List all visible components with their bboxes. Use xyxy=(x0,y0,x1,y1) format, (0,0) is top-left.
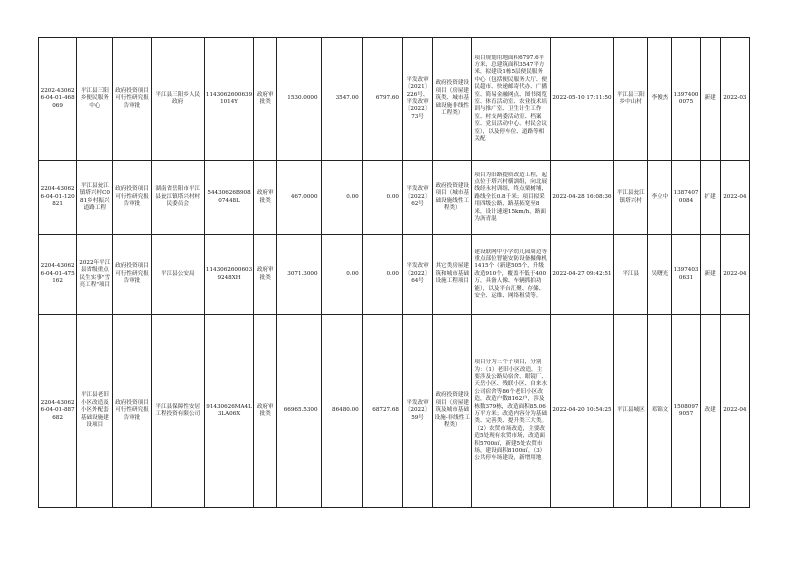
approval-date: 2022-04-28 16:08:36 xyxy=(550,161,613,235)
construction-content-text: 项目分为三个子项目，分别为：（1）老旧小区改造，主要涉及公路局宿舍、眼镜厂、天岳小区、残联小区、自来水公司宿舍等86个老旧小区改造，改造户数8162户，涉及栋数379栋，改造面积85.06万平方米；改造内容分为基础类、完善类、提升类三大类。（2）农贸市场改造，主要改造5处现有农贸市场，改造面积5700㎡，新建5处农贸市场，建设面积8100㎡。（3）公共停车场建设，新增用地 xyxy=(474,359,548,462)
project-location: 平江县瓮江镇塔兴村 xyxy=(614,161,648,235)
batch-month: 2022-04 xyxy=(720,315,749,508)
project-location: 平江县城区 xyxy=(614,315,648,508)
contact-person: 李立中 xyxy=(648,161,672,235)
approval-type: 政府投资项目可行性研究报告审批 xyxy=(113,161,151,235)
contact-phone: 13974000075 xyxy=(672,38,700,161)
build-type: 扩建 xyxy=(700,161,720,235)
credit-code: 11430626006391014Y xyxy=(204,38,253,161)
contact-person: 吴曙光 xyxy=(648,235,672,315)
construction-content xyxy=(472,315,550,508)
project-location: 平江县 xyxy=(614,235,648,315)
project-name: 平江县老旧小区改造及小区外配套基础设施建设项目 xyxy=(77,315,113,508)
industry-type: 政府投资建设项目（城市基础设施线性工程类） xyxy=(433,161,472,235)
batch-month: 2022-04 xyxy=(720,235,749,315)
project-table xyxy=(38,37,750,508)
requested-investment: 0.00 xyxy=(321,235,362,315)
requested-investment: 0.00 xyxy=(321,161,362,235)
approval-category: 政府审批类 xyxy=(254,161,277,235)
contact-phone: 15080979057 xyxy=(672,315,700,508)
table-row xyxy=(39,161,750,235)
project-unit: 平江县保障性安居工程投资有限公司 xyxy=(151,315,204,508)
credit-code: 11430626006039248XH xyxy=(204,235,253,315)
project-location: 平江县三阳乡中山村 xyxy=(614,38,648,161)
approved-investment: 66965.5300 xyxy=(277,315,321,508)
project-name: 平江县三阳乡便民服务中心 xyxy=(77,38,113,161)
table-row xyxy=(39,38,750,161)
approval-category: 政府审批类 xyxy=(254,235,277,315)
build-type: 新建 xyxy=(700,38,720,161)
approval-type: 政府投资项目可行性研究报告审批 xyxy=(113,235,151,315)
approved-investment: 1530.0000 xyxy=(277,38,321,161)
project-unit: 平江县公安局 xyxy=(151,235,204,315)
contact-person: 李俊杰 xyxy=(648,38,672,161)
project-name: 2022年平江县省级重点民生实事"雪亮工程"项目 xyxy=(77,235,113,315)
approval-date: 2022-04-27 09:42:51 xyxy=(550,235,613,315)
construction-content xyxy=(472,161,550,235)
approved-investment: 467.0000 xyxy=(277,161,321,235)
construction-content xyxy=(472,38,550,161)
approval-type: 政府投资项目可行性研究报告审批 xyxy=(113,315,151,508)
approval-doc-number: 平发改审〔2022〕59号 xyxy=(402,315,432,508)
credit-code: 54430626B90807448L xyxy=(204,161,253,235)
contact-phone: 13874070084 xyxy=(672,161,700,235)
total-investment: 0.00 xyxy=(362,161,402,235)
total-investment: 0.00 xyxy=(362,235,402,315)
industry-type: 其它类房屋建筑和城市基础设施工程项目 xyxy=(433,235,472,315)
total-investment: 6797.60 xyxy=(362,38,402,161)
industry-type: 政府投资建设项目（房屋建筑及城市基础设施-非线性工程类） xyxy=(433,315,472,508)
project-unit: 湖南省岳阳市平江县瓮江镇塔兴村村民委员会 xyxy=(151,161,204,235)
construction-content-text: 项目为旧路提质改造工程，起点位于塔兴村横訓组，向北展线经永衬训组，终点栗树埔，路线全长0.8千米；项目拟采用四级公路，路基拓宽至8米，设计速速15km/h，路面为沥青混 xyxy=(474,171,548,223)
approval-doc-number: 平发改审〔2022〕62号 xyxy=(402,161,432,235)
contact-phone: 13974030631 xyxy=(672,235,700,315)
project-unit: 平江县三阳乡人民政府 xyxy=(151,38,204,161)
project-code: 2204-430626-04-01-475162 xyxy=(39,235,77,315)
construction-content-text: 建设联网中小学幼儿园周边等重点部位智能安防设备摄像机1415个（新建505个，升级改造910个，覆盖不低于400万，具备人像、车辆抓拍功能），以及平台汇聚、存储、安全、运维、网络租赁等。 xyxy=(474,248,548,300)
batch-month: 2022-03 xyxy=(720,38,749,161)
approval-doc-number: 平发改审〔2022〕64号 xyxy=(402,235,432,315)
project-code: 2202-430626-04-01-468069 xyxy=(39,38,77,161)
approval-category: 政府审批类 xyxy=(254,38,277,161)
construction-content-text: 项目规划用地面积6797.6平方米，总建筑面积3547平方米，拟建设1栋5层便民服务中心（包括便民服务大厅、便民超市、快递邮寄代办、广播室、简易金融网点、图书阅览室、体育活动室、农业技术培训与推广室、卫生计生工作室、村支两委活动室、档案室、党员活动中心、村民会议室），以及停车位、道路等相关配 xyxy=(474,54,548,143)
approved-investment: 3071.3000 xyxy=(277,235,321,315)
table-row xyxy=(39,235,750,315)
table-row xyxy=(39,315,750,508)
construction-content xyxy=(472,235,550,315)
approval-doc-number: 平发改审〔2021〕226号、平发改审〔2022〕73号 xyxy=(402,38,432,161)
industry-type: 政府投资建设项目（房屋建筑类、城市基础设施非线性工程类） xyxy=(433,38,472,161)
total-investment: 68727.68 xyxy=(362,315,402,508)
build-type: 改建 xyxy=(700,315,720,508)
approval-date: 2022-04-20 10:54:25 xyxy=(550,315,613,508)
approval-category: 政府审批类 xyxy=(254,315,277,508)
contact-person: 邓锦文 xyxy=(648,315,672,508)
approval-date: 2022-05-10 17:11:50 xyxy=(550,38,613,161)
approval-type: 政府投资项目可行性研究报告审批 xyxy=(113,38,151,161)
batch-month: 2022-04 xyxy=(720,161,749,235)
project-name: 平江县瓮江镇塔兴村C081乡村振兴道路工程 xyxy=(77,161,113,235)
project-code: 2204-430626-04-01-120821 xyxy=(39,161,77,235)
requested-investment: 86480.00 xyxy=(321,315,362,508)
build-type: 新建 xyxy=(700,235,720,315)
project-table-sheet xyxy=(38,37,750,508)
credit-code: 91430626MA4L3LA06X xyxy=(204,315,253,508)
project-code: 2204-430626-04-01-887682 xyxy=(39,315,77,508)
requested-investment: 3547.00 xyxy=(321,38,362,161)
